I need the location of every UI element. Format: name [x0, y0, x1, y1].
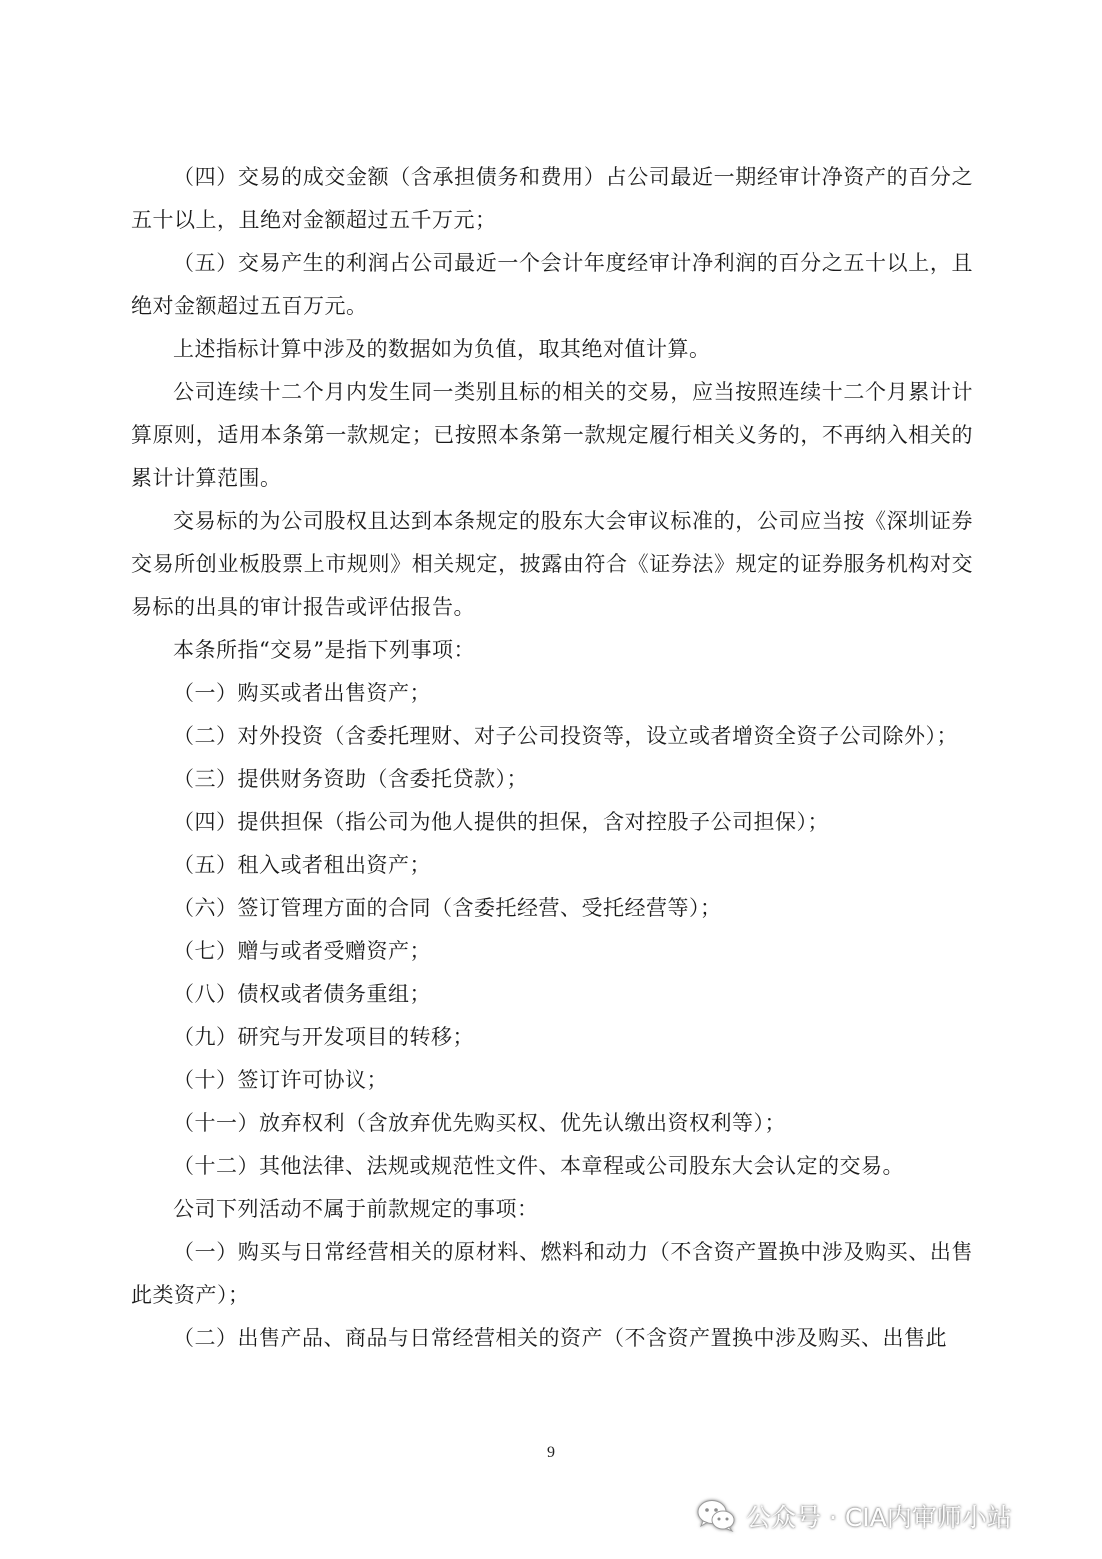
paragraph: 上述指标计算中涉及的数据如为负值，取其绝对值计算。	[173, 337, 711, 361]
page-number: 9	[547, 1444, 555, 1461]
list-item: （一）购买与日常经营相关的原材料、燃料和动力（不含资产置换中涉及购买、出售此类资产）；	[131, 1240, 973, 1307]
watermark-text: 公众号 · CIA内审师小站	[746, 1503, 1012, 1532]
paragraph: 交易标的为公司股权且达到本条规定的股东大会审议标准的，公司应当按《深圳证券交易所创业板股票上市规则》相关规定，披露由符合《证券法》规定的证券服务机构对交易标的出具的审计报告或评估报告。	[131, 509, 973, 619]
paragraph: 公司连续十二个月内发生同一类别且标的相关的交易，应当按照连续十二个月累计计算原则，适用本条第一款规定；已按照本条第一款规定履行相关义务的，不再纳入相关的累计计算范围。	[131, 380, 973, 490]
list-item: （七）赠与或者受赠资产；	[173, 939, 431, 963]
list-item: （五）租入或者租出资产；	[173, 853, 431, 877]
list-item: （九）研究与开发项目的转移；	[173, 1025, 474, 1049]
list-item: （二）对外投资（含委托理财、对子公司投资等，设立或者增资全资子公司除外）；	[173, 724, 958, 748]
list-item: （六）签订管理方面的合同（含委托经营、受托经营等）；	[173, 896, 722, 920]
watermark	[696, 1494, 1012, 1538]
paragraph: 本条所指“交易”是指下列事项：	[173, 638, 475, 662]
paragraph: 公司下列活动不属于前款规定的事项：	[173, 1197, 539, 1221]
list-item: （一）购买或者出售资产；	[173, 681, 431, 705]
list-item: （十）签订许可协议；	[173, 1068, 388, 1092]
list-item: （八）债权或者债务重组；	[173, 982, 431, 1006]
list-item: （二）出售产品、商品与日常经营相关的资产（不含资产置换中涉及购买、出售此	[173, 1326, 947, 1350]
list-item: （十一）放弃权利（含放弃优先购买权、优先认缴出资权利等）；	[173, 1111, 786, 1135]
paragraph: （五）交易产生的利润占公司最近一个会计年度经审计净利润的百分之五十以上，且绝对金额超过五百万元。	[131, 251, 973, 318]
list-item: （四）提供担保（指公司为他人提供的担保，含对控股子公司担保）；	[173, 810, 829, 834]
wechat-icon	[696, 1498, 736, 1534]
list-item: （十二）其他法律、法规或规范性文件、本章程或公司股东大会认定的交易。	[173, 1154, 904, 1178]
paragraph: （四）交易的成交金额（含承担债务和费用）占公司最近一期经审计净资产的百分之五十以上，且绝对金额超过五千万元；	[131, 165, 973, 232]
list-item: （三）提供财务资助（含委托贷款）；	[173, 767, 528, 791]
document-body	[131, 156, 973, 1360]
